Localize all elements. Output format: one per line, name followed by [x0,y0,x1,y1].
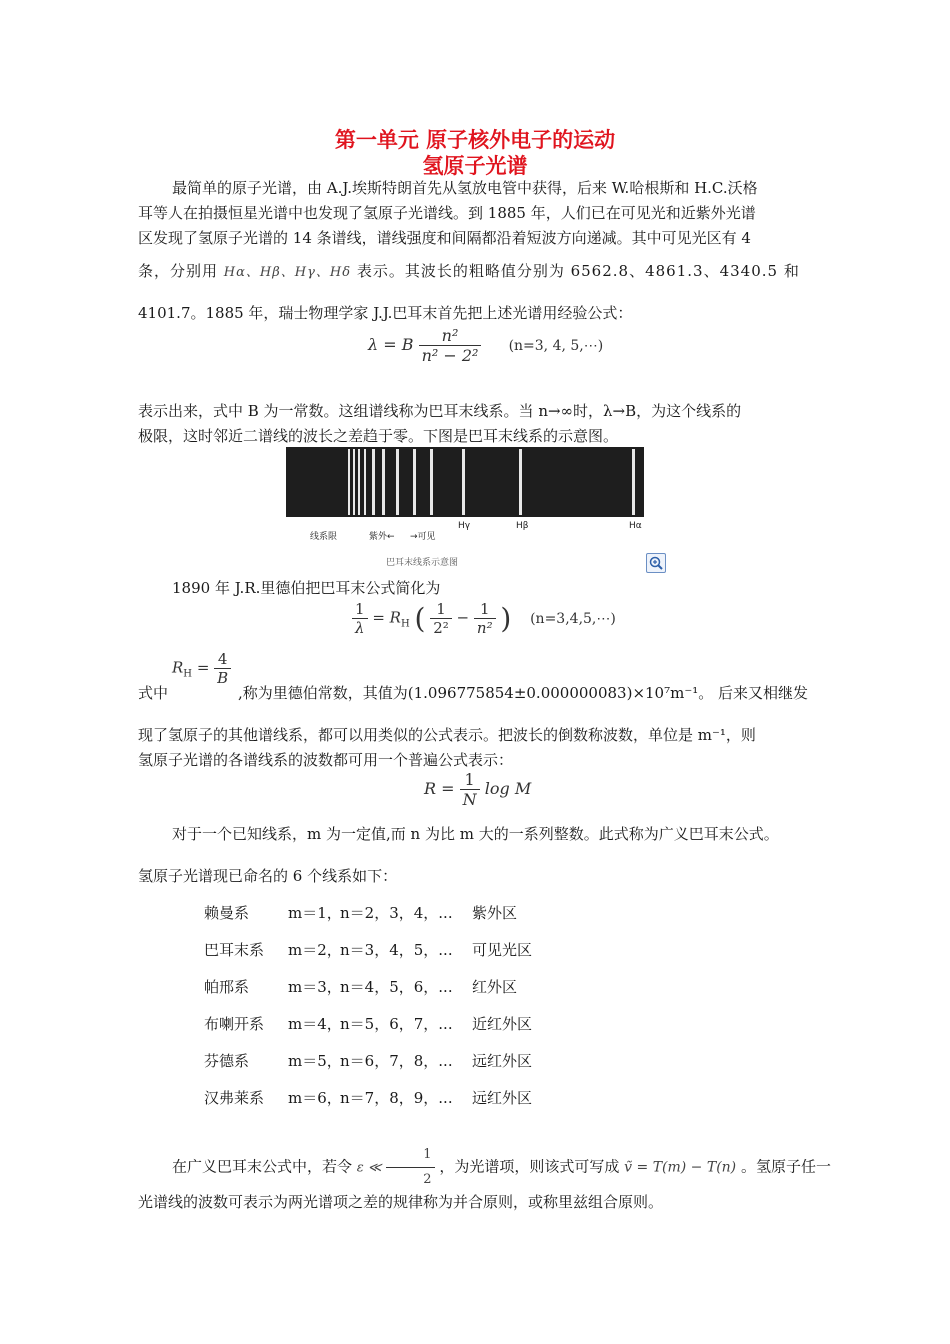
series-name: 赖曼系 [204,904,250,922]
equals-sign: = [196,658,210,677]
paragraph-line: 氢原子光谱现已命名的 6 个线系如下： [138,867,398,885]
page-title: 第一单元 原子核外电子的运动 [334,128,616,152]
text-fragment: ，为光谱项，则该式可写成 [439,1157,620,1176]
eq-fraction [460,770,480,809]
eq-term-difference: ṽ = T(m) − T(n) [624,1159,737,1176]
spectral-line [348,449,350,515]
series-name: 巴耳末系 [204,941,265,959]
right-paren: ) [500,602,512,635]
eq-subscript: H [400,618,410,630]
text-fragment: 。氢原子任一 [740,1157,831,1176]
eq-fraction [352,600,368,637]
eq-numerator: 1 [352,600,368,619]
series-n-values: n＝5，6，7，... [340,1015,453,1033]
eq-epsilon: ε ≪ [356,1160,382,1176]
spectral-line-hgamma [462,449,465,515]
text-fragment: 条，分别用 [138,262,219,280]
figure-caption: 巴耳末线系示意图 [386,558,459,568]
series-m-value: m＝3， [288,978,342,996]
text-fragment: 在广义巴耳末公式中，若令 [172,1157,353,1176]
eq-denominator: λ [355,619,365,637]
series-m-value: m＝1， [288,904,342,922]
eq-fraction [430,600,452,637]
spectral-line-hbeta [519,449,522,515]
series-n-values: n＝4，5，6，... [340,978,453,996]
eq-denominator: N [462,790,477,809]
eq-numerator: 1 [460,770,480,790]
paragraph-line: 耳等人在拍摄恒星光谱中也发现了氢原子光谱线。到 1885 年，人们已在可见光和近紫外光谱 [138,204,756,222]
series-name: 帕邢系 [204,978,250,996]
paragraph-line: 对于一个已知线系，m 为一定值,而 n 为比 m 大的一系列整数。此式称为广义巴耳末公式。 [172,825,779,843]
spectrum-image [286,447,644,517]
generalized-formula [424,770,531,809]
eq-condition: (n=3,4,5,⋯) [530,610,616,627]
series-m-value: m＝6， [288,1089,342,1107]
label-h-gamma: Hγ [458,521,471,531]
balmer-series-figure [286,447,644,575]
label-h-alpha: Hα [629,521,642,531]
eq-denominator: 2² [433,619,449,637]
series-region: 远红外区 [472,1089,533,1107]
spectral-line [364,449,366,515]
paragraph-line: 4101.7。1885 年，瑞士物理学家 J.J.巴耳末首先把上述光谱用经验公式： [138,304,633,322]
spectral-line [430,449,433,515]
label-ultraviolet: 紫外← [369,532,395,542]
eq-numerator: 1 [430,600,452,619]
series-name: 芬德系 [204,1052,250,1070]
eq-numerator: 1 [474,600,496,619]
paragraph-line: 极限，这时邻近二谱线的波长之差趋于零。下图是巴耳末线系的示意图。 [138,427,619,445]
paragraph-line: 现了氢原子的其他谱线系，都可以用类似的公式表示。把波长的倒数称波数，单位是 m⁻¹，则 [138,726,756,744]
spectral-line [396,449,399,515]
paragraph-line: 氢原子光谱的各谱线系的波数都可用一个普遍公式表示： [138,751,514,769]
label-visible: →可见 [410,532,436,542]
series-name: 布喇开系 [204,1015,265,1033]
series-m-value: m＝2， [288,941,342,959]
paragraph-line: 表示出来，式中 B 为一常数。这组谱线称为巴耳末线系。当 n→∞时，λ→B，为这个线系的 [138,402,742,420]
series-region: 紫外区 [472,904,518,922]
paragraph-line: ,称为里德伯常数，其值为(1.096775854±0.000000083)×10⁷m⁻¹。 后来又相继发 [238,684,809,702]
label-h-beta: Hβ [516,521,529,531]
paragraph-line: 式中 [138,684,169,702]
spectral-line [358,449,360,515]
eq-denominator: n² [476,619,493,637]
eq-denominator: 2 [423,1172,432,1187]
eq-numerator: 1 [386,1143,434,1168]
left-paren: ( [414,602,426,635]
series-m-value: m＝5， [288,1052,342,1070]
eq-fraction [419,326,482,365]
eq-symbol: R [172,658,184,677]
paragraph-line: 光谱线的波数可表示为两光谱项之差的规律称为并合原则，或称里兹组合原则。 [138,1193,664,1211]
eq-subscript: H [183,668,193,680]
series-region: 近红外区 [472,1015,533,1033]
paragraph-line [138,259,818,285]
eq-denominator: n² − 2² [421,346,479,365]
h-line-symbols: Hα、Hβ、Hγ、Hδ [223,265,352,280]
minus-sign: − [456,608,470,627]
paragraph-line: 1890 年 J.R.里德伯把巴耳末公式简化为 [172,579,441,597]
series-n-values: n＝6，7，8，... [340,1052,453,1070]
balmer-formula [368,326,603,365]
zoom-in-icon[interactable] [646,553,666,573]
paragraph-line: 区发现了氢原子光谱的 14 条谱线，谱线强度和间隔都沿着短波方向递减。其中可见光区有 4 [138,229,751,247]
eq-rhs: log M [484,779,532,798]
rydberg-formula [352,600,616,637]
series-n-values: n＝3，4，5，... [340,941,453,959]
series-n-values: n＝7，8，9，... [340,1089,453,1107]
eq-denominator: B [217,669,229,687]
series-n-values: n＝2，3，4，... [340,904,453,922]
series-name: 汉弗莱系 [204,1089,265,1107]
eq-rydberg-symbol: = R [372,608,401,627]
eq-numerator: n² [419,326,482,346]
spectral-line [413,449,416,515]
label-series-limit: 线系限 [310,532,338,542]
series-region: 可见光区 [472,941,533,959]
paragraph-line [138,1143,831,1192]
text-fragment: 表示。其波长的粗略值分别为 6562.8、4861.3、4340.5 和 [356,262,800,280]
spectral-line [382,449,385,515]
page-subtitle: 氢原子光谱 [422,154,528,178]
spectral-line [353,449,355,515]
paragraph-line: 最简单的原子光谱，由 A.J.埃斯特朗首先从氢放电管中获得，后来 W.哈根斯和 H.C.沃格 [172,179,758,197]
series-region: 远红外区 [472,1052,533,1070]
eq-fraction [386,1143,434,1192]
spectral-line [372,449,375,515]
spectral-line-halpha [632,449,635,515]
series-m-value: m＝4， [288,1015,342,1033]
eq-lhs: R = [424,779,455,798]
eq-fraction [474,600,496,637]
series-region: 红外区 [472,978,518,996]
eq-lhs: λ = B [368,335,414,354]
eq-condition: (n=3, 4, 5,⋯) [508,338,604,354]
eq-numerator: 4 [214,650,231,669]
